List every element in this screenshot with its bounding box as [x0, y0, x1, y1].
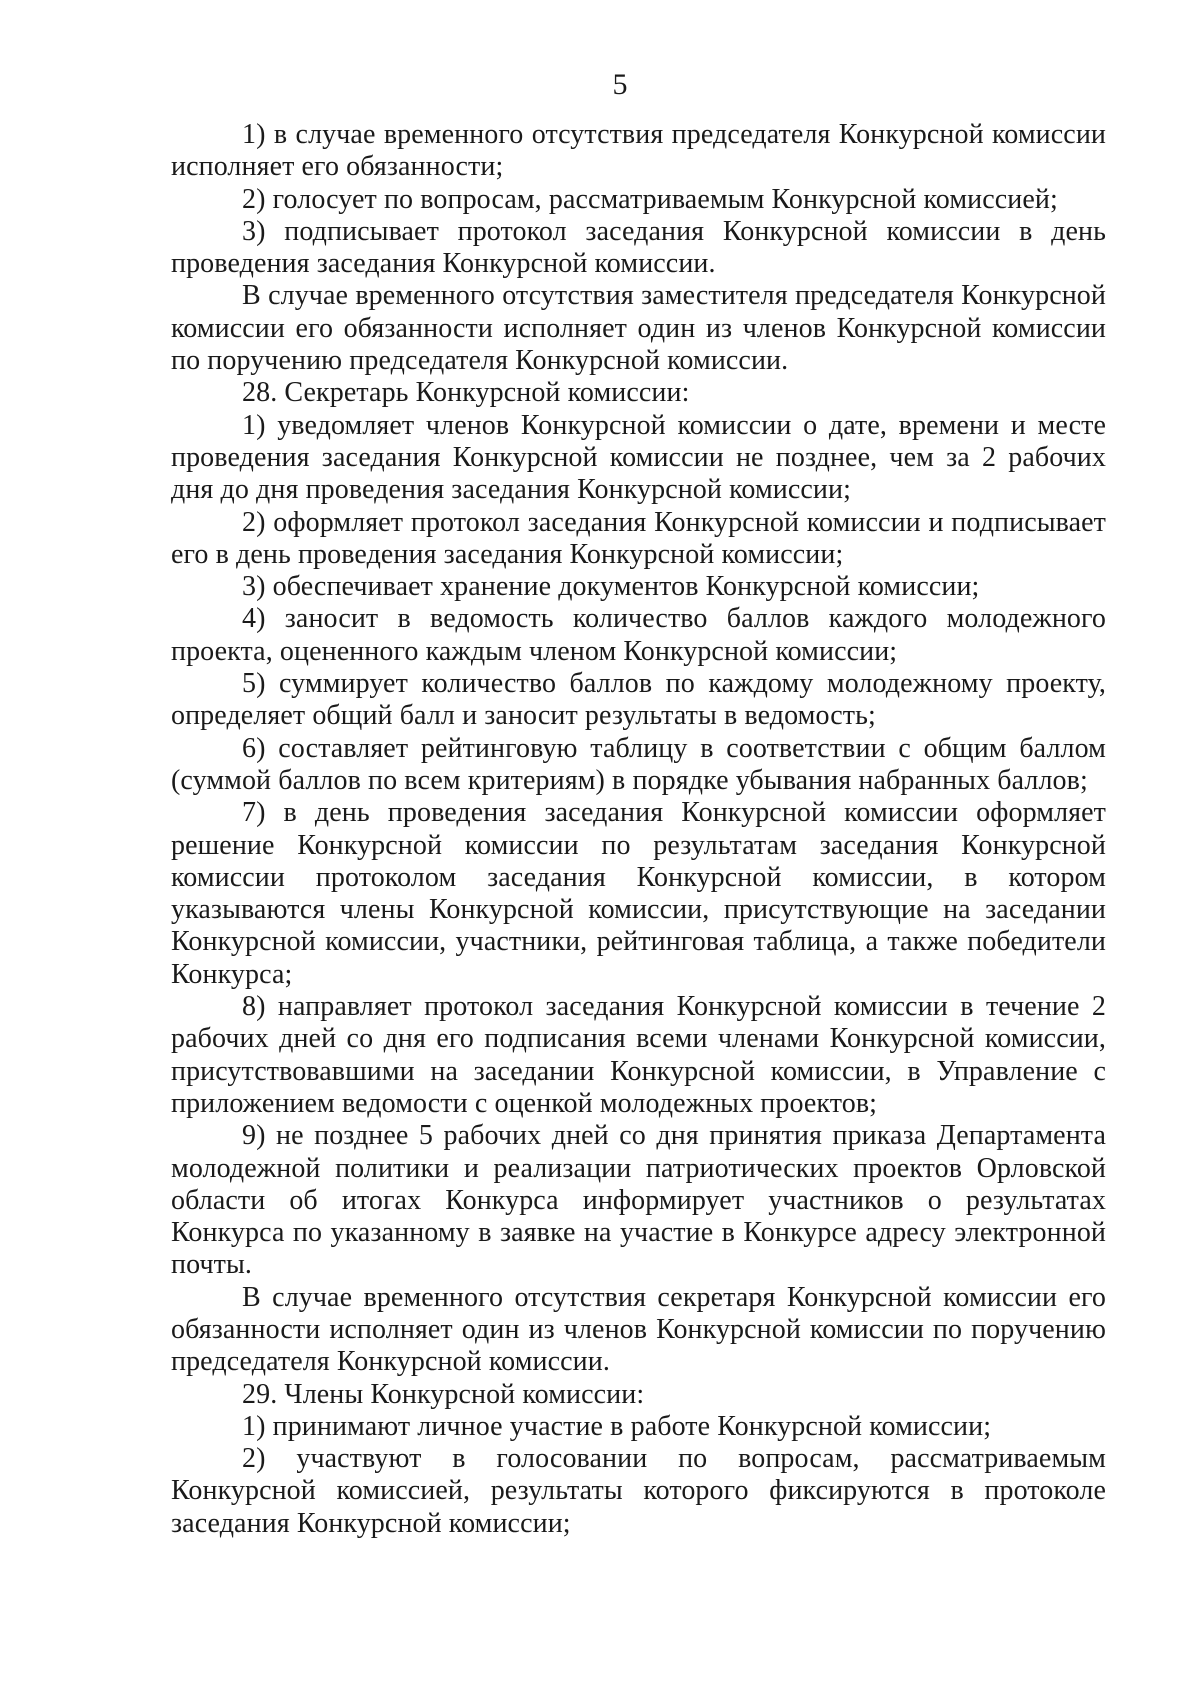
paragraph-secretary-duty-1: 1) уведомляет членов Конкурсной комиссии о дате, времени и месте проведения заседания Конкурсной комиссии не позднее, чем за 2 рабочих дня до дня проведения заседания Конкурсной комиссии; — [171, 409, 1106, 506]
paragraph-member-duty-2: 2) участвуют в голосовании по вопросам, рассматриваемым Конкурсной комиссией, результаты которого фиксируются в протоколе заседания Конкурсной комиссии; — [171, 1443, 1106, 1539]
paragraph-secretary-duty-3: 3) обеспечивает хранение документов Конкурсной комиссии; — [242, 571, 980, 603]
section-heading-29: 29. Члены Конкурсной комиссии: — [242, 1378, 645, 1410]
paragraph-vice-chair-duty-1: 1) в случае временного отсутствия председателя Конкурсной комиссии исполняет его обязанности; — [171, 119, 1106, 183]
paragraph-secretary-absence: В случае временного отсутствия секретаря Конкурсной комиссии его обязанности исполняет один из членов Конкурсной комиссии по поручению председателя Конкурсной комиссии. — [171, 1281, 1106, 1378]
section-heading-28: 28. Секретарь Конкурсной комиссии: — [242, 377, 690, 409]
paragraph-secretary-duty-2: 2) оформляет протокол заседания Конкурсной комиссии и подписывает его в день проведения заседания Конкурсной комиссии; — [171, 506, 1106, 570]
paragraph-secretary-duty-6: 6) составляет рейтинговую таблицу в соответствии с общим баллом (суммой баллов по всем критериям) в порядке убывания набранных баллов; — [171, 732, 1106, 796]
paragraph-vice-chair-duty-2: 2) голосует по вопросам, рассматриваемым Конкурсной комиссией; — [242, 183, 1058, 215]
paragraph-secretary-duty-7: 7) в день проведения заседания Конкурсной комиссии оформляет решение Конкурсной комиссии по результатам заседания Конкурсной комиссии протоколом заседания Конкурсной комиссии, в котором указываются члены Конкурсной комиссии, присутствующие на заседании Конкурсной комиссии, участники, рейтинговая таблица, а также победители Конкурса; — [171, 797, 1106, 990]
page-number: 5 — [612, 68, 628, 101]
paragraph-secretary-duty-5: 5) суммирует количество баллов по каждому молодежному проекту, определяет общий балл и заносит результаты в ведомость; — [171, 668, 1106, 732]
document-body — [171, 119, 1106, 1540]
paragraph-vice-chair-duty-3: 3) подписывает протокол заседания Конкурсной комиссии в день проведения заседания Конкурсной комиссии. — [171, 215, 1106, 280]
paragraph-secretary-duty-8: 8) направляет протокол заседания Конкурсной комиссии в течение 2 рабочих дней со дня его подписания всеми членами Конкурсной комиссии, присутствовавшими на заседании Конкурсной комиссии, в Управление с приложением ведомости с оценкой молодежных проектов; — [171, 991, 1106, 1119]
paragraph-vice-chair-absence: В случае временного отсутствия заместителя председателя Конкурсной комиссии его обязанности исполняет один из членов Конкурсной комиссии по поручению председателя Конкурсной комиссии. — [171, 280, 1106, 377]
paragraph-secretary-duty-4: 4) заносит в ведомость количество баллов каждого молодежного проекта, оцененного каждым членом Конкурсной комиссии; — [171, 603, 1106, 667]
paragraph-secretary-duty-9: 9) не позднее 5 рабочих дней со дня принятия приказа Департамента молодежной политики и реализации патриотических проектов Орловской области об итогах Конкурса информирует участников о результатах Конкурса по указанному в заявке на участие в Конкурсе адресу электронной почты. — [171, 1120, 1106, 1281]
paragraph-member-duty-1: 1) принимают личное участие в работе Конкурсной комиссии; — [242, 1410, 992, 1442]
